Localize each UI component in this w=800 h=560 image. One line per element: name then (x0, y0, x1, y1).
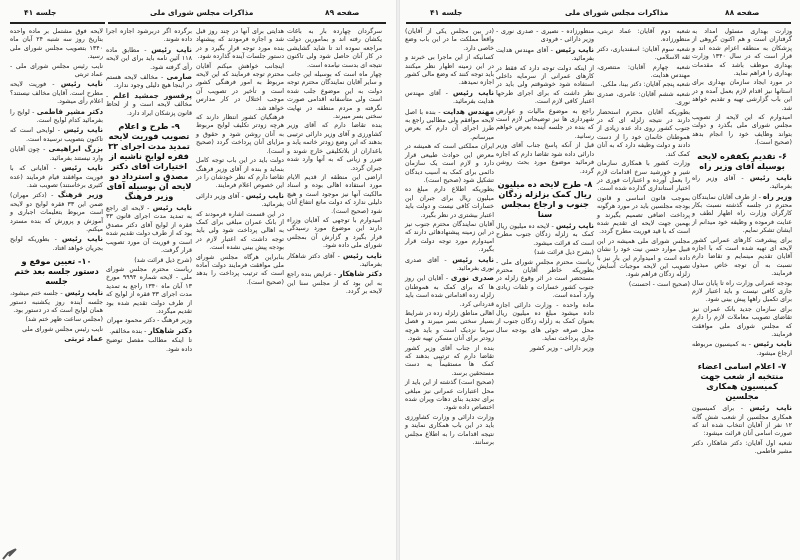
speaker-paragraph (196, 192, 284, 210)
dash-separator: - (735, 174, 750, 182)
paragraph-text: شعبه دوم آقایان: عماد تربتی، منظورزاده. (597, 28, 690, 44)
left-page (0, 0, 396, 560)
paragraph (10, 326, 103, 334)
paragraph-text: (مجلس ساعت ظهر ختم شد) (25, 316, 103, 324)
speaker-name: نایب رئیس (152, 203, 193, 213)
paragraph-text: اینجانب خواهش میکنم آقایان محترم توجه فرمایند که این لایحه مربوط به امور فرهنگی کشور است و تأخیر در تصویب آن موجب اختلال در کار مدارس خواهد شد. (196, 62, 284, 112)
paragraph (106, 337, 192, 354)
paragraph-text: آقایانی که با فوریت موافقند قیام فرمایند (عده کثیری برخاستند) تصویب شد. (10, 165, 103, 189)
speaker-name: نایب رئیس (555, 44, 595, 54)
paragraph-text: برای پیشرفت کارهای عمرانی کشور لایحه ای تهیه شده است که با اجازه آقایان تقدیم مینمایم و تقاضا دارم نسبت به آن توجه خاص مبذول فرمایند. (692, 236, 792, 278)
dash-separator: - (142, 327, 149, 335)
paragraph-text: اهالی مناطق زلزله زده در شرایط بسیار سختی بسر میبرند و فصل سرما نزدیک است و باید هرچه زودتر برای آنان مسکن تهیه شود. (405, 310, 494, 343)
paragraph-text: بطوریکه اطلاع دارم مبلغ ده میلیون ریال برای جبران این خسارات کافی نیست و دولت باید اعتبار بیشتری در نظر بگیرد. (405, 186, 494, 219)
speaker-paragraph (10, 145, 103, 163)
paragraph (597, 28, 690, 45)
paragraph-text: امیدوارم که این لایحه از تصویب مجلس شورای ملی بگذرد و دولت بتواند وظایف خود را انجام بدهد (صحیح است). (692, 114, 792, 147)
paragraph-text: (در بین مجلس یکی از آقایان) واقعاً مملکت ما در این باب وضع خاصی دارد. (405, 28, 494, 52)
paragraph (597, 109, 690, 159)
paragraph-text: لوایحی است که تاکنون بتصویب نرسیده است. (10, 127, 103, 143)
paragraph (10, 63, 103, 80)
speaker-name: صدری نوری (450, 273, 494, 283)
paragraph-text: (شرح ذیل قرائت شد) (134, 256, 192, 264)
paragraph (597, 91, 690, 108)
paragraph-text: آقای صدری نوری بفرمائید. (405, 256, 494, 272)
paragraph-text: (بشرح ذیل قرائت شد) (534, 249, 594, 257)
speaker-name: نایب رئیس (61, 163, 104, 173)
speaker-paragraph (287, 270, 382, 296)
paragraph-text: بودجه عمرانی وزارت راه تا پایان سال جاری کافی نیست و باید اعتبار لازم برای تکمیل راهها پیش بینی شود. (692, 279, 792, 304)
paragraph (597, 238, 690, 280)
paragraph (496, 259, 594, 301)
speaker-name: پرفسور جمشید اعلم (113, 90, 192, 100)
speaker-paragraph (496, 46, 594, 64)
dash-separator: - (139, 46, 152, 54)
paragraph-text: آقای وزیر دارائی بفرمائید. (196, 192, 284, 209)
speaker-paragraph (692, 174, 792, 192)
paragraph-text: کسانیکه از این ماجرا بی خبرند و در این زمینه اظهار نظر میکنند باید توجه کنند که وضع مالی کشور اجازه نمیدهد. (405, 54, 494, 87)
paragraph-text: آقایان این روز ها که برای کمک به هموطنان زلزله زده اقداماتی شده است باید قدردانی کرد. (405, 275, 494, 308)
speaker-paragraph (106, 46, 192, 72)
paragraph-text: چهار ماه است که بوسیله این جانب و سایر آقایان نمایندگان محترم توجه دولت به این موضوع جلب شده است ولی متأسفانه اقدامی صورت نگرفته و مردم منطقه در نهایت سختی بسر میبرند. (287, 71, 382, 121)
section-heading: ۸- طرح لایحه ده میلیون ریال کمک بزلزله زدگان جنوب و ارجاع بمجلس سنا (497, 178, 593, 219)
paragraph (196, 157, 284, 191)
paragraph-text: وزیر فرهنگ - دکتر محمود مهران (106, 317, 192, 325)
publication-title: مذاکرات مجلس شورای ملی (565, 8, 669, 17)
paragraph (405, 221, 494, 255)
dash-separator: - (143, 205, 153, 213)
dash-separator: - (29, 108, 37, 116)
paragraph (196, 254, 284, 288)
paragraph-text: فرهنگیان کشور انتظار دارند که هرچه زودتر تکلیف لوایح مربوط به آنان روشن شود و حقوق و مزایای آنان پرداخت گردد (صحیح است). (196, 114, 284, 155)
paragraph-text: بطوریکه آقایان محترم استحضار دارند در نتیجه زلزله ای که در جنوب کشور روی داد عده زیادی از هموطنان خانمان خود را از دست دادند و دولت وظیفه دارد که به آنان کمک کند. (597, 108, 690, 158)
dash-separator: - (157, 74, 167, 82)
paragraph (405, 310, 494, 344)
paragraph-text: لوایح را بفرمائید کدام لوایح است. (10, 108, 103, 125)
page-number: صفحه ۸۸ (725, 8, 760, 17)
speaker-paragraph (692, 193, 792, 236)
paragraph-text: شعبه چهارم آقایان: منتصری، مهندس هدایت. (597, 63, 690, 80)
dash-separator: - (440, 89, 453, 97)
speaker-name: نایب رئیس (151, 44, 193, 54)
speaker-paragraph (496, 222, 594, 248)
dash-separator: - (106, 92, 114, 100)
paragraph (597, 64, 690, 81)
paragraph-text: قبل از آنکه پاسخ جناب آقای وزیر دارائی داده شود تقاضا دارم که اجازه فرمائید موضوع مورد بحث روشن گردد. (496, 142, 594, 175)
session-number: جلسه ۴۱ (430, 8, 463, 17)
paragraph (196, 114, 284, 156)
paragraph-text: مجلس شورای ملی همیشه در این قبیل موارد حسن نیت خود را نشان داده است و امیدوارم این بار نیز با تصویب این لایحه موجبات آسایش زلزله زدگان فراهم شود. (597, 237, 690, 279)
paragraph-text: آقای مهندس هدایت بفرمائید. (405, 89, 494, 106)
speaker-paragraph (106, 327, 192, 336)
speaker-paragraph (692, 404, 792, 439)
paragraph-text: به کمیسیون مربوطه ارجاع میشود. (692, 341, 792, 357)
dash-separator: - (54, 127, 64, 135)
paragraph (287, 71, 382, 121)
paragraph (496, 249, 594, 257)
dash-separator: - (46, 192, 58, 200)
page-number: صفحه ۸۹ (325, 8, 360, 17)
speaker-paragraph (287, 252, 382, 270)
paragraph (196, 28, 284, 62)
paragraph (692, 306, 792, 340)
paragraph-text: (صحیح است - احسنت) (628, 280, 690, 288)
page-header (0, 6, 396, 22)
paragraph-text: شعبه اول آقایان: دکتر شاهکار، دکتر مشیر فاطمی. (692, 439, 792, 456)
text-column (287, 28, 382, 368)
dash-separator: - (58, 290, 65, 298)
paragraph-text: وزیر دارائی - وزیر کشور (529, 344, 594, 352)
paragraph-text: بنابراین هرگاه مجلس شورای ملی موافقت فرمایند دولت آماده است که ترتیب پرداخت را بدهد (صحیح است). (196, 253, 284, 286)
paragraph (597, 281, 690, 289)
dash-separator: - (334, 252, 343, 260)
text-column (496, 28, 594, 556)
paragraph-text: ماده واحده - وزارت دارائی اجازه داده میشود مبلغ ده میلیون ریال بعنوان کمک به زلزله زدگان جنوب از محل صرفه جوئی های بودجه سال جاری پرداخت نماید. (496, 301, 594, 343)
section-heading: ۹- طرح و اعلام تصویب فوریت لایحه تمدید مدت اجرای ۳۳ فقره لوایح ناشیه از اختیارات آقای دکتر مصدق و استرداد دو لایحه آن بوسیله آقای وزیر فرهنگ (106, 121, 192, 202)
paragraph-text: لایحه ده میلیون ریال کمک به زلزله زدگان جنوب مطرح است که قرائت میشود. (496, 222, 594, 247)
paragraph-text: آقای وزیر راه بفرمائید. (692, 174, 792, 191)
paragraph (496, 108, 594, 142)
page-header (400, 6, 800, 22)
paragraph (692, 440, 792, 457)
dash-separator: - (549, 222, 556, 230)
speaker-name: نایب رئیس (749, 403, 793, 413)
dash-separator: - (746, 341, 754, 349)
speaker-name: نایب رئیس (749, 172, 793, 182)
paragraph (196, 211, 284, 253)
right-page (400, 0, 800, 560)
speaker-name: مهندس هدایت (442, 106, 495, 116)
paragraph (405, 186, 494, 220)
paragraph (405, 28, 494, 53)
speaker-name: نایب رئیس (342, 250, 382, 260)
paragraph (287, 217, 382, 251)
text-column (597, 28, 690, 556)
header-rule (10, 22, 105, 24)
speaker-name: نایب رئیس (452, 87, 495, 97)
speaker-name: عماد تربتی (64, 334, 103, 344)
paragraph (692, 280, 792, 305)
header-rule (406, 22, 791, 24)
speaker-paragraph (10, 80, 103, 106)
paragraph-text: مخالف لایحه هستم در اینجا هیچ دلیلی وجود ندارد. (106, 74, 192, 90)
paragraph-text: شعبه ششم آقایان: عامری، صدری نوری. (597, 90, 690, 107)
speaker-paragraph (10, 235, 103, 253)
speaker-paragraph (10, 164, 103, 190)
speaker-name: نایب رئیس (245, 190, 284, 200)
dash-separator: - (49, 236, 62, 244)
speaker-paragraph (405, 89, 494, 107)
paragraph (106, 317, 192, 325)
paragraph (405, 414, 494, 448)
paragraph-text: در این قسمت اشاره فرمودند که از بانک عمران مبلغی برای کمک به اهالی پرداخت شود ولی باید توجه داشت که اعتبار لازم در بودجه پیش بینی نشده است. (196, 210, 284, 252)
paragraph-text: بموجب قانون اساسی و قانون بودجه مجلسین باید در مورد هرگونه پرداخت اضافی تصمیم بگیرند و بهمین جهت لایحه ای تقدیم شده است که با قید فوریت مطرح گردد. (597, 194, 690, 236)
paragraph-text: سرگردان چهارده بار به باغات یکشان رفته اند و بمامورین دولت مراجعه نموده اند تا شاید گشایشی در کار آنان حاصل شود ولی تاکنون نتیجه ای بدست نیامده است. (287, 28, 382, 69)
paragraph (496, 302, 594, 344)
dash-separator: - (443, 275, 451, 283)
paragraph (287, 122, 382, 172)
paragraph-text: شعبه پنجم آقایان: دکتر بینا، ملکی. (600, 81, 690, 89)
session-number: جلسه ۴۱ (24, 8, 57, 17)
paragraph-text: آقایان نمایندگان محترم جنوب نیز در این زمینه پیشنهادهائی دارند که امیدوارم مورد توجه دولت قرار بگیرد. (405, 220, 494, 254)
paragraph-text: منظورزاده - نصیری - صدری نوری - وزیر دارائی - فرودی (496, 28, 594, 44)
paragraph-text: آقای دکتر شاهکار بفرمائید. (287, 252, 382, 268)
paragraph-text: ایران مملکتی است که همیشه در معرض این حوادث طبیعی قرار دارد و لازم است یک سازمان دائمی برای کمک به آسیب دیدگان تشکیل شود (صحیح است). (405, 143, 494, 184)
paragraph-text: هدایتی برای آنها در چند روز قبل شد و اجازه فرمودند که پیشنهاد بنده مورد توجه قرار بگیرد و در دستور جلسات آینده گذارده شود. (196, 28, 284, 61)
section-heading: ۱۰- تعیین موقع و دستور جلسه بعد ختم جلسه (14, 256, 99, 287)
speaker-name: نایب رئیس (452, 254, 495, 264)
paragraph-text: از اینکه دولت توجه دارد که فقط در کارهای عمرانی از سرمایه داخلی استفاده شود خوشوقتم ولی باید در نظر داشت که برای اجرای طرحها اعتبار کافی لازم است. (496, 64, 594, 106)
paragraph-text: عرایض بنده راجع به این بود که از مجلس سنا این لایحه بر گردد. (287, 271, 382, 296)
paragraph-text: بنده تقاضا دارم که آقای وزیر کشاورزی و آقای وزیر دارائی ترتیبی بدهند که این وضع زودتر خاتمه یابد و باغداران از بلاتکلیفی خارج شوند و ضرر و زیانی که به آنها وارد شده جبران گردد. (287, 122, 382, 172)
paragraph-text: وزارت کشور با همکاری سازمان شیر و خورشید سرخ اقدامات لازم را بعمل آورده و اعتبارات فوری در اختیار استانداری گذارده شده است. (597, 160, 690, 193)
paragraph (597, 160, 690, 194)
paragraph (405, 143, 494, 185)
speaker-paragraph (106, 92, 192, 118)
paragraph (106, 266, 192, 316)
paragraph-text: در مورد ایجاد سازمان بهداری برای استانها نیز اقدام لازم بعمل آمده و در این باب گزارشی تهیه و تقدیم خواهد شد. (692, 79, 792, 112)
paragraph (692, 114, 792, 148)
paragraph-text: برای کمیسیون همکاری مجلسین از شعب شش گانه ۱۲ نفر از آقایان انتخاب شده اند که صورت اسامی آنان قرائت میشود: (692, 405, 792, 438)
paragraph (10, 28, 103, 62)
dash-separator: - (435, 108, 443, 116)
dash-separator: - (239, 192, 246, 200)
paragraph-text: برگرده اگر دربرشود اجازه اجرا داده شوند. (106, 28, 192, 44)
paragraph-text: دولت باید در این باب توجه کامل بنماید و بنده از آقای وزیر فرهنگ تقاضا دارم که نظر خودشان را در این خصوص اعلام فرمایند. (196, 157, 284, 190)
paragraph-text: بنده از جناب آقای وزیر کشور تقاضا دارم که ترتیبی بدهند که کمک ها مستقیماً به دست مستحقین برسد. (405, 344, 494, 377)
section-heading: ۷- اعلام اسامی اعضاء منتخبه از شعب جهت کمیسیون همکاری مجلسین (697, 361, 787, 402)
paragraph (405, 345, 494, 379)
dash-separator: - (734, 405, 750, 413)
paragraph-text: فوریت لایحه مطرح است. آقایان مخالف نیستند؟ اعلام رأی میشود. (10, 81, 103, 106)
dash-separator: - (46, 81, 61, 89)
dash-separator: - (548, 46, 556, 54)
paragraph-text: بنده با اصل لایحه موافقم ولی مطالبی راجع به طرز اجرای آن دارم که بعرض میرسانم. (405, 108, 494, 141)
paragraph (597, 195, 690, 237)
dash-separator: - (39, 146, 49, 154)
paragraph (597, 46, 690, 63)
paragraph-text: بنده مخالفم. (109, 327, 143, 335)
dash-separator: - (438, 256, 453, 264)
speaker-name: نایب رئیس (60, 79, 104, 89)
paragraph-text: ریاست محترم مجلس شورای ملی - بطوریکه خاطر آقایان محترم مستحضر است در اثر وقوع زلزله در جنوب کشور خسارات و تلفات زیادی وارد آمده است. (496, 258, 594, 300)
paragraph-text: مطابق ماده ۱۱۸ آئین نامه باید برای این لایحه رأی گرفته شود. (106, 46, 192, 71)
paragraph (287, 174, 382, 216)
speaker-paragraph (106, 204, 192, 255)
text-column (692, 28, 792, 498)
speaker-paragraph (405, 256, 494, 274)
text-column (405, 28, 494, 556)
speaker-name: بزرگ ابراهیمی (48, 144, 103, 154)
paragraph-text: نایب رئیس مجلس شورای ملی (22, 325, 103, 333)
paragraph-text: از طرف آقایان نمایندگان محترم در جلسه گذشته نسبت بکار کارگران وزارت راه اظهار لطف و عنایت فرموده و وظیفه خود میدانم از ایشان تشکر نمایم. (692, 193, 792, 235)
speaker-paragraph (106, 73, 192, 91)
speaker-paragraph (405, 108, 494, 143)
speaker-paragraph (10, 289, 103, 315)
paragraph (196, 63, 284, 113)
ink-mark-icon (2, 544, 20, 560)
paragraph (692, 237, 792, 279)
paragraph-text: (دکتر مهران) ضمن این ۳۳ فقره لوایح دو لایحه است مربوط بتعلیمات اجباری و آموزش و پرورش که بنده مسترد میکنم. (10, 192, 103, 233)
paragraph (405, 54, 494, 88)
paragraph (496, 65, 594, 107)
text-column (105, 28, 193, 353)
paragraph-text: راجع به موضوع مالیات و عوارض شهرداری ها نیز توضیحاتی لازم است که بنده در جلسه آینده بعرض خواهم رسانید. (496, 107, 594, 140)
dash-separator: - (48, 165, 62, 173)
section-heading: ۶- تقدیم یکفقره لایحه بوسیله آقای وزیر راه (697, 150, 787, 171)
paragraph-text: برای سازمان جدید بانک عمران نیز تقاضای تصویب معاملات لازم را دارم که مجلس شورای ملی موافقت فرمایند. (692, 305, 792, 338)
paragraph-text: نایب رئیس مجلس شورای ملی - عماد تربتی (10, 62, 103, 79)
speaker-name: وزیر راه (762, 191, 792, 201)
speaker-name: نایب رئیس (64, 288, 104, 298)
paragraph-text: لایحه ای راجع به تمدید مدت اجرای قانون ۳۳ فقره از لوایح آقای دکتر مصدق بود که از طرف دولت تقدیم شده است و فوریت آن مورد تصویب قرار گرفت. (105, 205, 192, 255)
speaker-paragraph (10, 191, 103, 234)
paragraph-text: وزارت بهداری مسئول امداد به گرفتاران است و هم اکنون گروهی از پزشکان به منطقه اعزام شده اند و قرار است که در سال ۱۳۴۰ وزارت بهداری موظف باشد که مقدمات بهداری را فراهم نماید. (692, 28, 792, 78)
paragraph (106, 28, 192, 45)
speaker-paragraph (405, 274, 494, 309)
paragraph-text: شعبه سوم آقایان: اسفندیاری، دکتر ثقه الاسلامی. (597, 45, 690, 62)
header-rule (108, 22, 386, 24)
paragraph (10, 316, 103, 324)
paragraph-text: تا اینکه مطالب مفصل توضیح داده شود. (106, 337, 192, 353)
paragraph (496, 28, 594, 45)
paragraph (692, 79, 792, 113)
publication-title: مذاکرات مجلس شورای ملی (150, 8, 254, 17)
speaker-name: صارمی (166, 72, 192, 82)
speaker-name: دکتر مشیر فاطمی (36, 106, 104, 116)
paragraph-text: اراضی این منطقه از قدیم الایام مورد استفاده اهالی بوده و اسناد مالکیت آنها نیز موجود است و هیچ دلیلی ندارد که دولت مانع انتفاع آنان شود (صحیح است). (287, 173, 382, 215)
text-column (10, 28, 103, 383)
paragraph-text: مخالف لایحه است و از لحاظ قانون پزشکان ایراد دارد. (106, 101, 192, 117)
dash-separator: - (331, 271, 339, 279)
paragraph (692, 28, 792, 78)
speaker-name: نایب رئیس (753, 339, 792, 349)
paragraph (496, 142, 594, 176)
speaker-paragraph (10, 126, 103, 144)
speaker-paragraph (692, 340, 792, 358)
paragraph-text: چون آقایان وارد نیستند بفرمائید. (10, 146, 103, 162)
paragraph-text: بطوریکه لوایح بجریان خواهد افتاد. (10, 236, 103, 252)
paragraph (405, 379, 494, 413)
text-column (196, 28, 284, 373)
speaker-name: نایب رئیس (555, 220, 594, 230)
paragraph-text: (صحیح است) گذشته از این باید از محل اعتبارات عمرانی نیز مبلغی برای تجدید بنای دهات ویران شده اختصاص داده شود. (405, 379, 494, 412)
paragraph-text: امیدوارم با توجهی که آقایان وزراء دارند این موضوع مورد رسیدگی قرار بگیرد و گزارش آن بمجلس شورای ملی داده شود. (287, 216, 382, 250)
paragraph-text: جلسه ختم میشود، جلسه آینده روز یکشنبه دستور همان لوایح است که در دستور بود. (10, 290, 103, 314)
speaker-name: دکتر شاهکار (148, 325, 192, 335)
paragraph-text: لایحه فوق مشتمل بر ماده واحده بتاریخ روز سه شنبه ۲۴ آبان ماه ۱۳۴۰ بتصویب مجلس شورای ملی رسید. (10, 28, 103, 61)
speaker-paragraph (10, 108, 103, 126)
speaker-name: نایب رئیس (61, 234, 104, 244)
dash-separator: - (756, 193, 763, 201)
paragraph (287, 28, 382, 70)
paragraph (106, 257, 192, 265)
speaker-paragraph (10, 335, 103, 344)
paragraph-text: ریاست محترم مجلس شورای ملی - لایحه شماره ۹۹۹۴ مورخ ۱۳ آبان ماه ۱۳۴۰ راجع به تمدید مدت اجرای ۳۳ فقره از لوایح که از طرف دولت تقدیم شده بود تقدیم میگردد. (106, 265, 192, 315)
speaker-name: وزیر فرهنگ (57, 190, 104, 200)
paragraph (597, 81, 690, 89)
paragraph (496, 345, 594, 353)
speaker-name: دکتر شاهکار (338, 269, 383, 279)
speaker-name: نایب رئیس (63, 125, 103, 135)
paragraph-text: وزارت دارائی و وزارت کشاورزی باید در این باب همکاری نمایند و نتیجه اقدامات را به اطلاع مجلس برسانند. (405, 413, 494, 447)
paragraph-text: آقای مهندس هدایت بفرمائید. (496, 46, 594, 63)
